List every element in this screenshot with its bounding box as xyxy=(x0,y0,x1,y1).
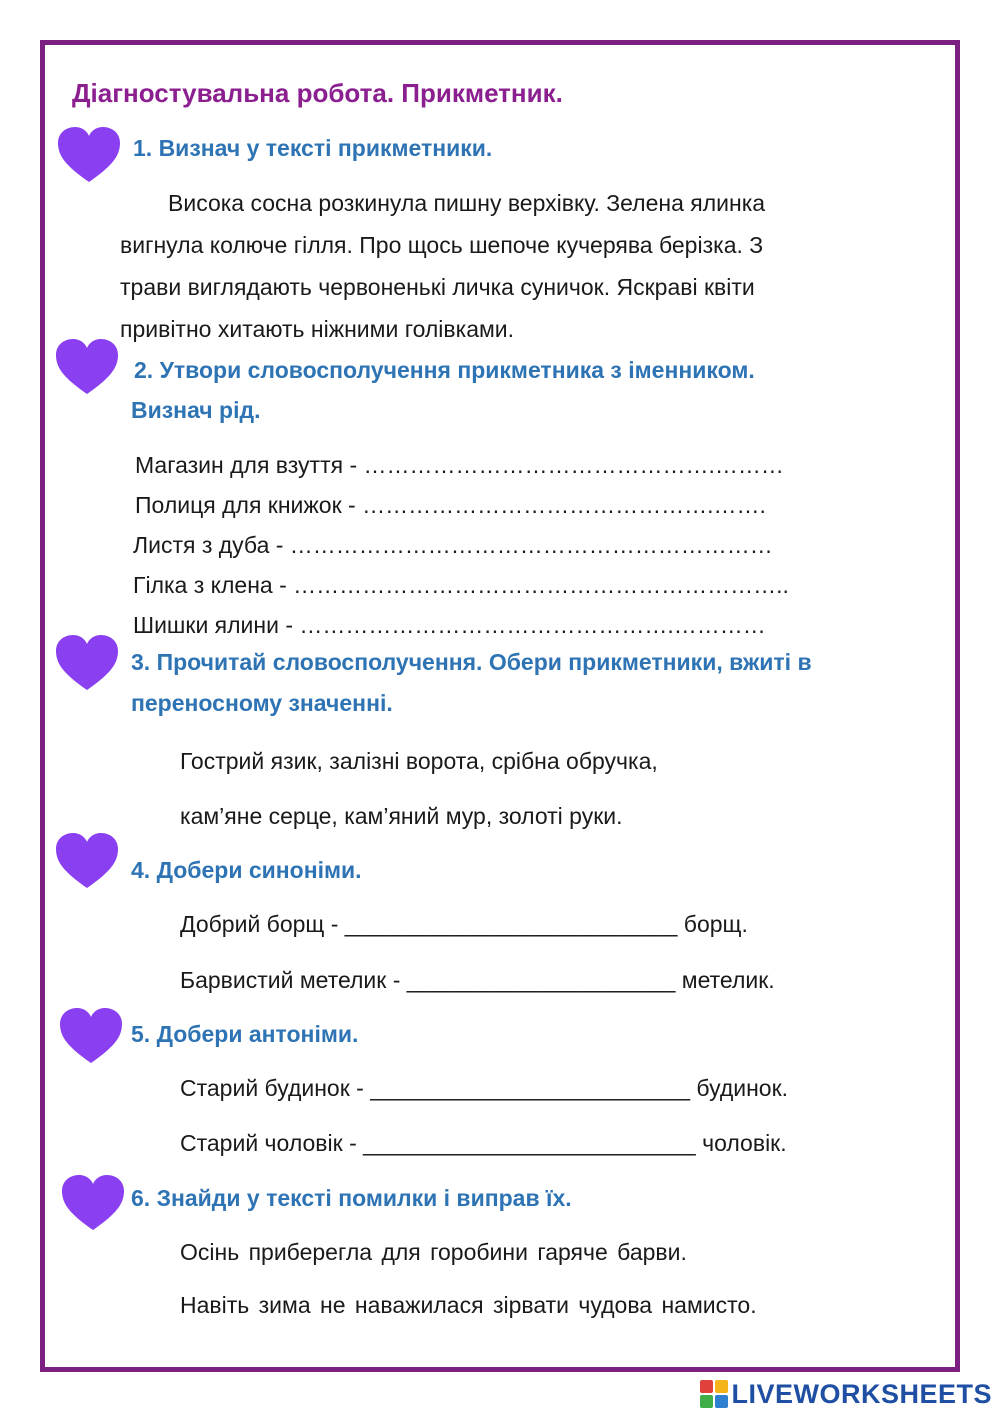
task-2-item: Магазин для взуття - ……………………………………….……… xyxy=(135,452,784,478)
answer-blank[interactable]: ……………………………………….……. xyxy=(355,492,766,518)
task-1-text xyxy=(120,182,926,350)
heart-icon xyxy=(54,832,120,890)
task-4-row: Добрий борщ - __________________________ борщ. xyxy=(180,911,748,937)
task-5-row: Старий чоловік - __________________________ чоловік. xyxy=(180,1130,787,1156)
task-4-row: Барвистий метелик - _____________________ метелик. xyxy=(180,967,775,993)
task-1-line: трави виглядають червоненькі личка суничок. Яскраві квіти xyxy=(120,274,755,300)
answer-blank[interactable]: ……………………………………………………… xyxy=(283,532,773,558)
heart-icon xyxy=(56,126,122,184)
answer-blank[interactable]: _________________________ xyxy=(370,1075,691,1101)
task-2-heading-line2: Визнач рід. xyxy=(131,397,261,423)
task-2-item: Шишки ялини - ………………………………………….………… xyxy=(133,612,766,638)
answer-blank[interactable]: ……………………………………….……… xyxy=(357,452,784,478)
task-2-item: Полиця для книжок - ……………………………………….……. xyxy=(135,492,766,518)
task-1-line: вигнула колюче гілля. Про щось шепоче кучерява берізка. З xyxy=(120,232,764,258)
task-2-item: Гілка з клена - ……………………………………………………….. xyxy=(133,572,789,598)
task-1-heading: 1. Визнач у тексті прикметники. xyxy=(133,135,493,161)
task-6-text-line2[interactable]: Навіть зима не наважилася зірвати чудова намисто. xyxy=(180,1292,757,1318)
answer-blank[interactable]: ………………………………………….………… xyxy=(293,612,766,638)
heart-icon xyxy=(60,1174,126,1232)
liveworksheets-logo-icon xyxy=(700,1380,728,1408)
task-1-line: Висока сосна розкинула пишну верхівку. Зелена ялинка xyxy=(168,190,766,216)
answer-blank[interactable]: __________________________ xyxy=(363,1130,696,1156)
task-5-heading: 5. Добери антоніми. xyxy=(131,1021,359,1047)
task-2-heading-line1: 2. Утвори словосполучення прикметника з іменником. xyxy=(134,357,755,383)
watermark-text: LIVEWORKSHEETS xyxy=(731,1378,992,1409)
task-1-line: привітно хитають ніжними голівками. xyxy=(120,316,515,342)
liveworksheets-watermark xyxy=(700,1378,992,1410)
task-3-phrases-line2[interactable]: кам’яне серце, кам’яний мур, золоті руки. xyxy=(180,803,623,829)
task-4-heading: 4. Добери синоніми. xyxy=(131,857,362,883)
task-3-heading-line2: переносному значенні. xyxy=(131,690,393,716)
heart-icon xyxy=(54,634,120,692)
task-6-heading: 6. Знайди у тексті помилки і виправ їх. xyxy=(131,1185,572,1211)
page-title: Діагностувальна робота. Прикметник. xyxy=(72,78,563,108)
answer-blank[interactable]: __________________________ xyxy=(344,911,678,937)
task-2-item: Листя з дуба - ……………………………………………………… xyxy=(133,532,773,558)
task-6-text-line1[interactable]: Осінь приберегла для горобини гаряче барви. xyxy=(180,1239,687,1265)
heart-icon xyxy=(58,1007,124,1065)
answer-blank[interactable]: _____________________ xyxy=(406,967,676,993)
task-3-heading-line1: 3. Прочитай словосполучення. Обери прикметники, вжиті в xyxy=(131,649,812,675)
task-3-phrases-line1[interactable]: Гострий язик, залізні ворота, срібна обручка, xyxy=(180,748,658,774)
task-5-row: Старий будинок - _________________________ будинок. xyxy=(180,1075,789,1101)
answer-blank[interactable]: ……………………………………………………….. xyxy=(286,572,789,598)
heart-icon xyxy=(54,338,120,396)
